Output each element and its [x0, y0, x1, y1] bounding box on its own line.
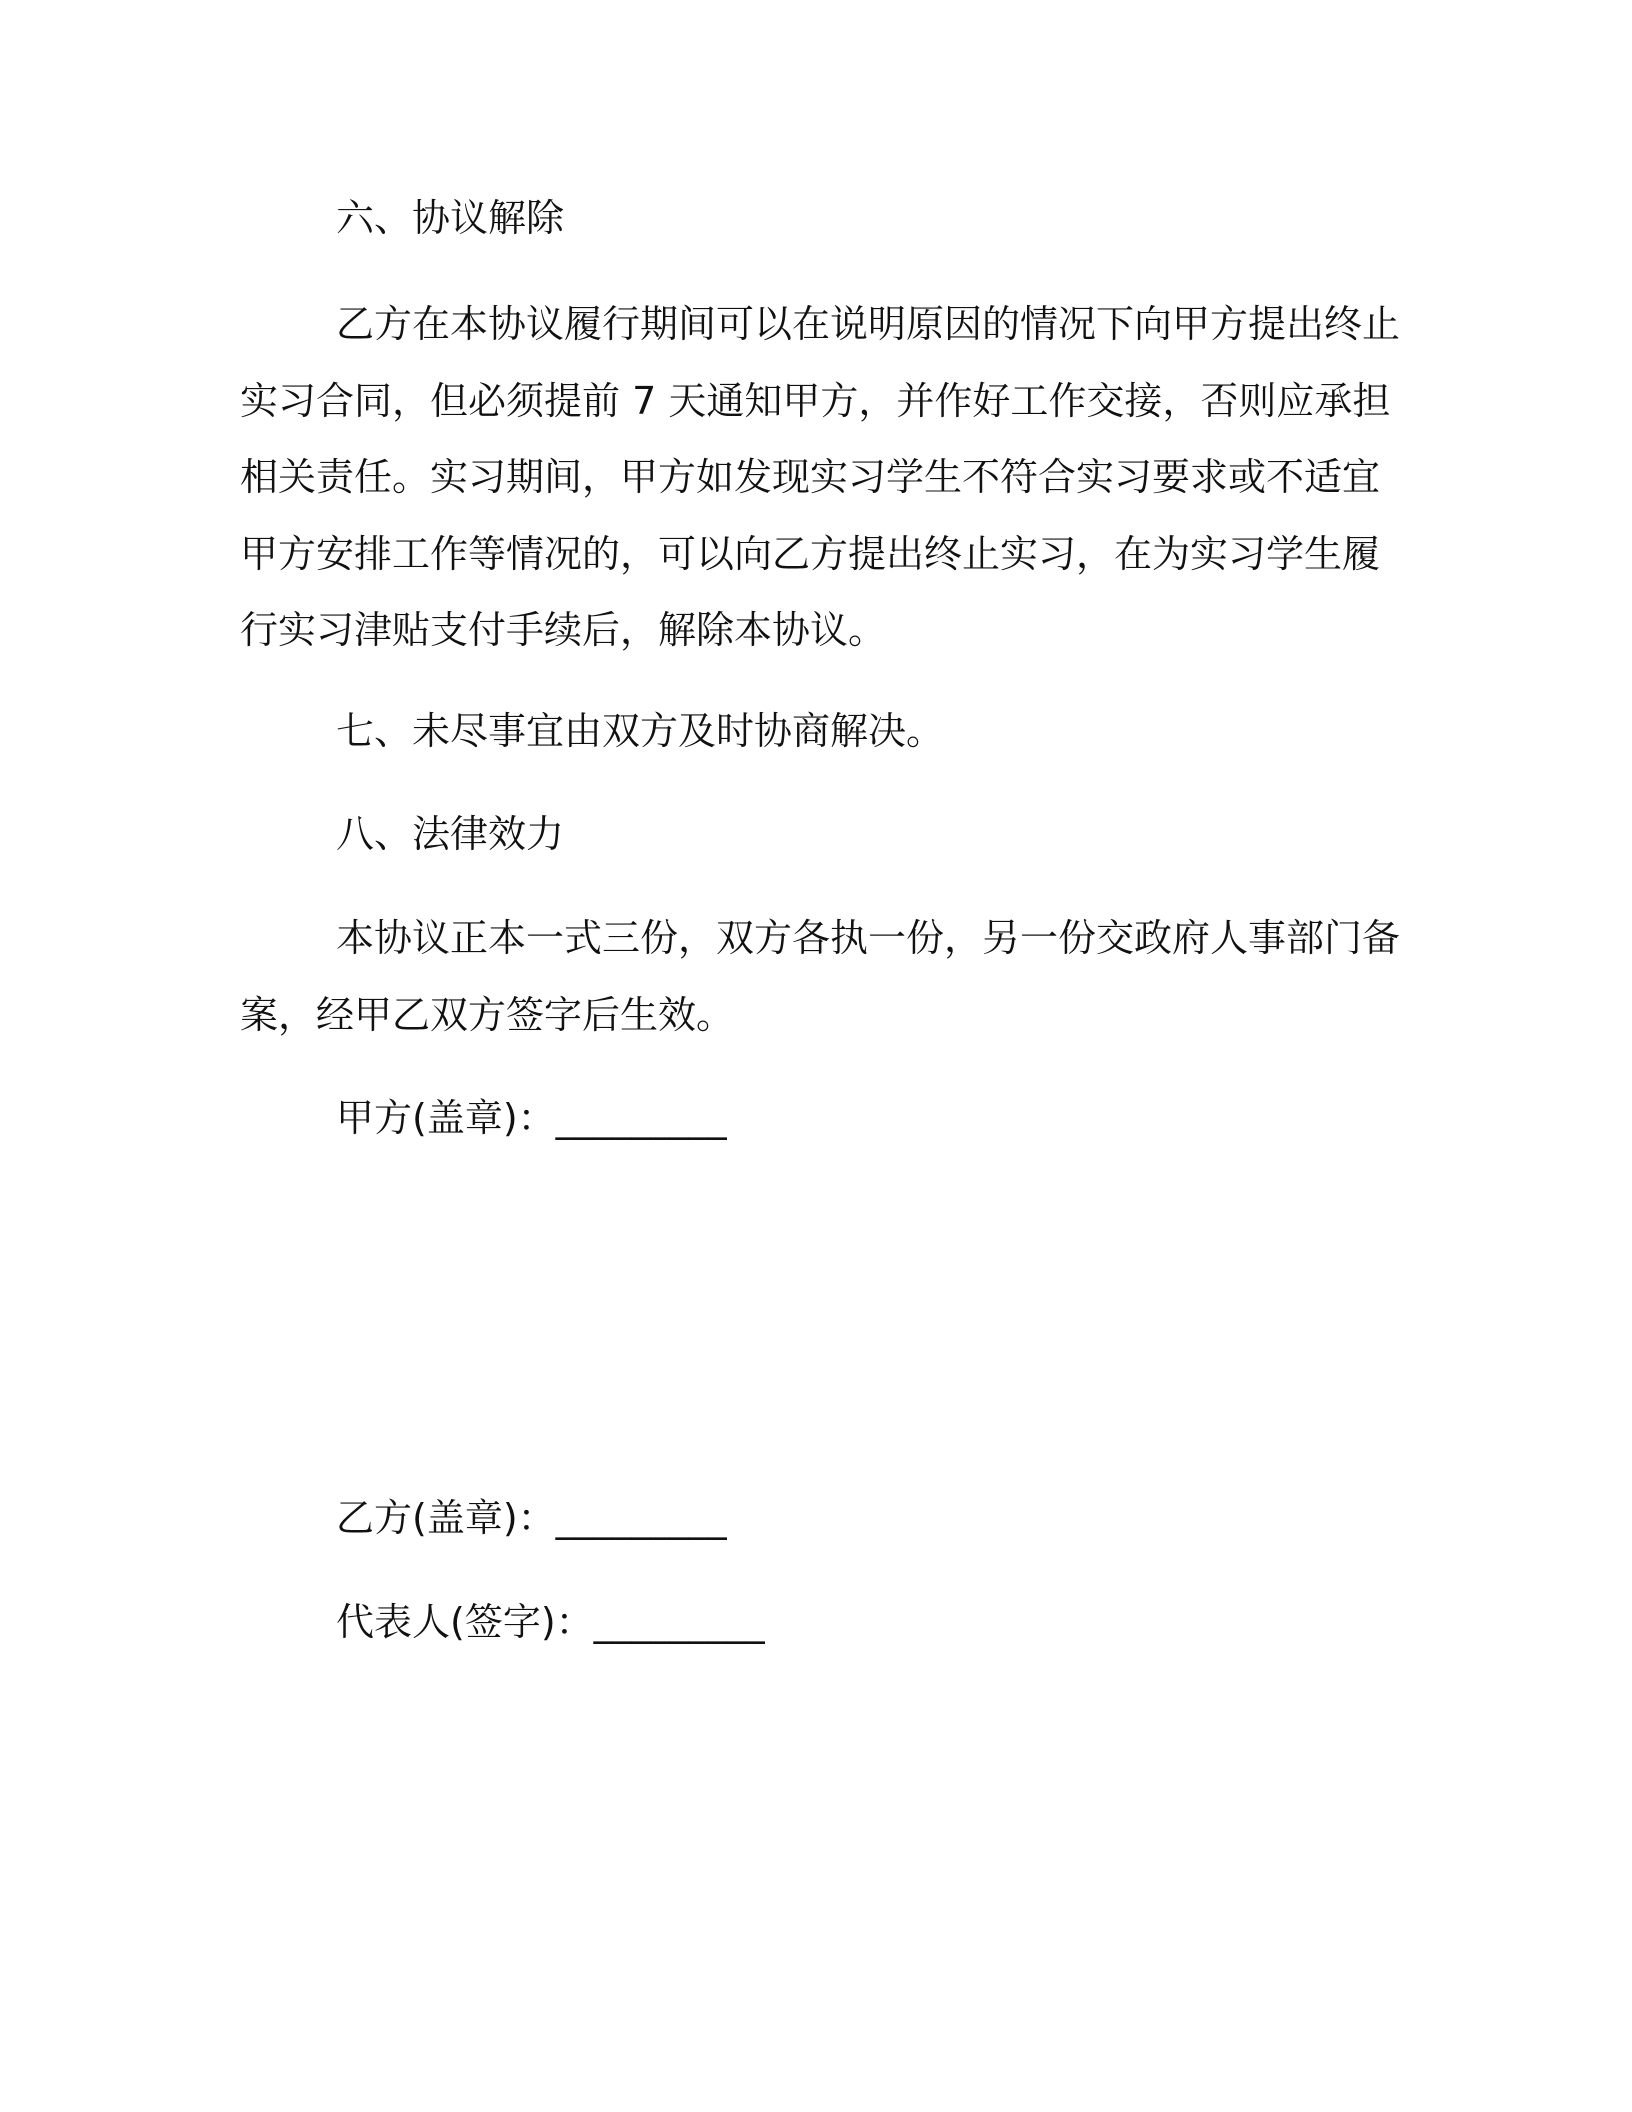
paragraph-line: 案，经甲乙双方签字后生效。: [240, 992, 735, 1037]
section-6-heading: 六、协议解除: [336, 196, 565, 240]
paragraph-line: 行实习津贴支付手续后，解除本协议。: [240, 608, 887, 652]
paragraph-line: 本协议正本一式三份，双方各执一份，另一份交政府人事部门备: [336, 916, 1401, 960]
paragraph-line: 实习合同，但必须提前 7 天通知甲方，并作好工作交接，否则应承担: [240, 378, 1391, 423]
representative-signature-line: 代表人(签字)：_________: [336, 1600, 765, 1644]
section-7-text: 七、未尽事宜由双方及时协商解决。: [336, 709, 945, 753]
section-8-heading: 八、法律效力: [336, 812, 565, 856]
paragraph-line: 甲方安排工作等情况的，可以向乙方提出终止实习，在为实习学生履: [240, 531, 1381, 576]
paragraph-line: 乙方在本协议履行期间可以在说明原因的情况下向甲方提出终止: [336, 302, 1401, 346]
paragraph-line: 相关责任。实习期间，甲方如发现实习学生不符合实习要求或不适宜: [240, 455, 1381, 499]
section-8-paragraph: [240, 900, 1401, 1053]
party-a-seal-line: 甲方(盖章)：_________: [336, 1096, 727, 1140]
party-b-seal-line: 乙方(盖章)：_________: [336, 1496, 727, 1540]
section-6-paragraph: [240, 286, 1401, 669]
